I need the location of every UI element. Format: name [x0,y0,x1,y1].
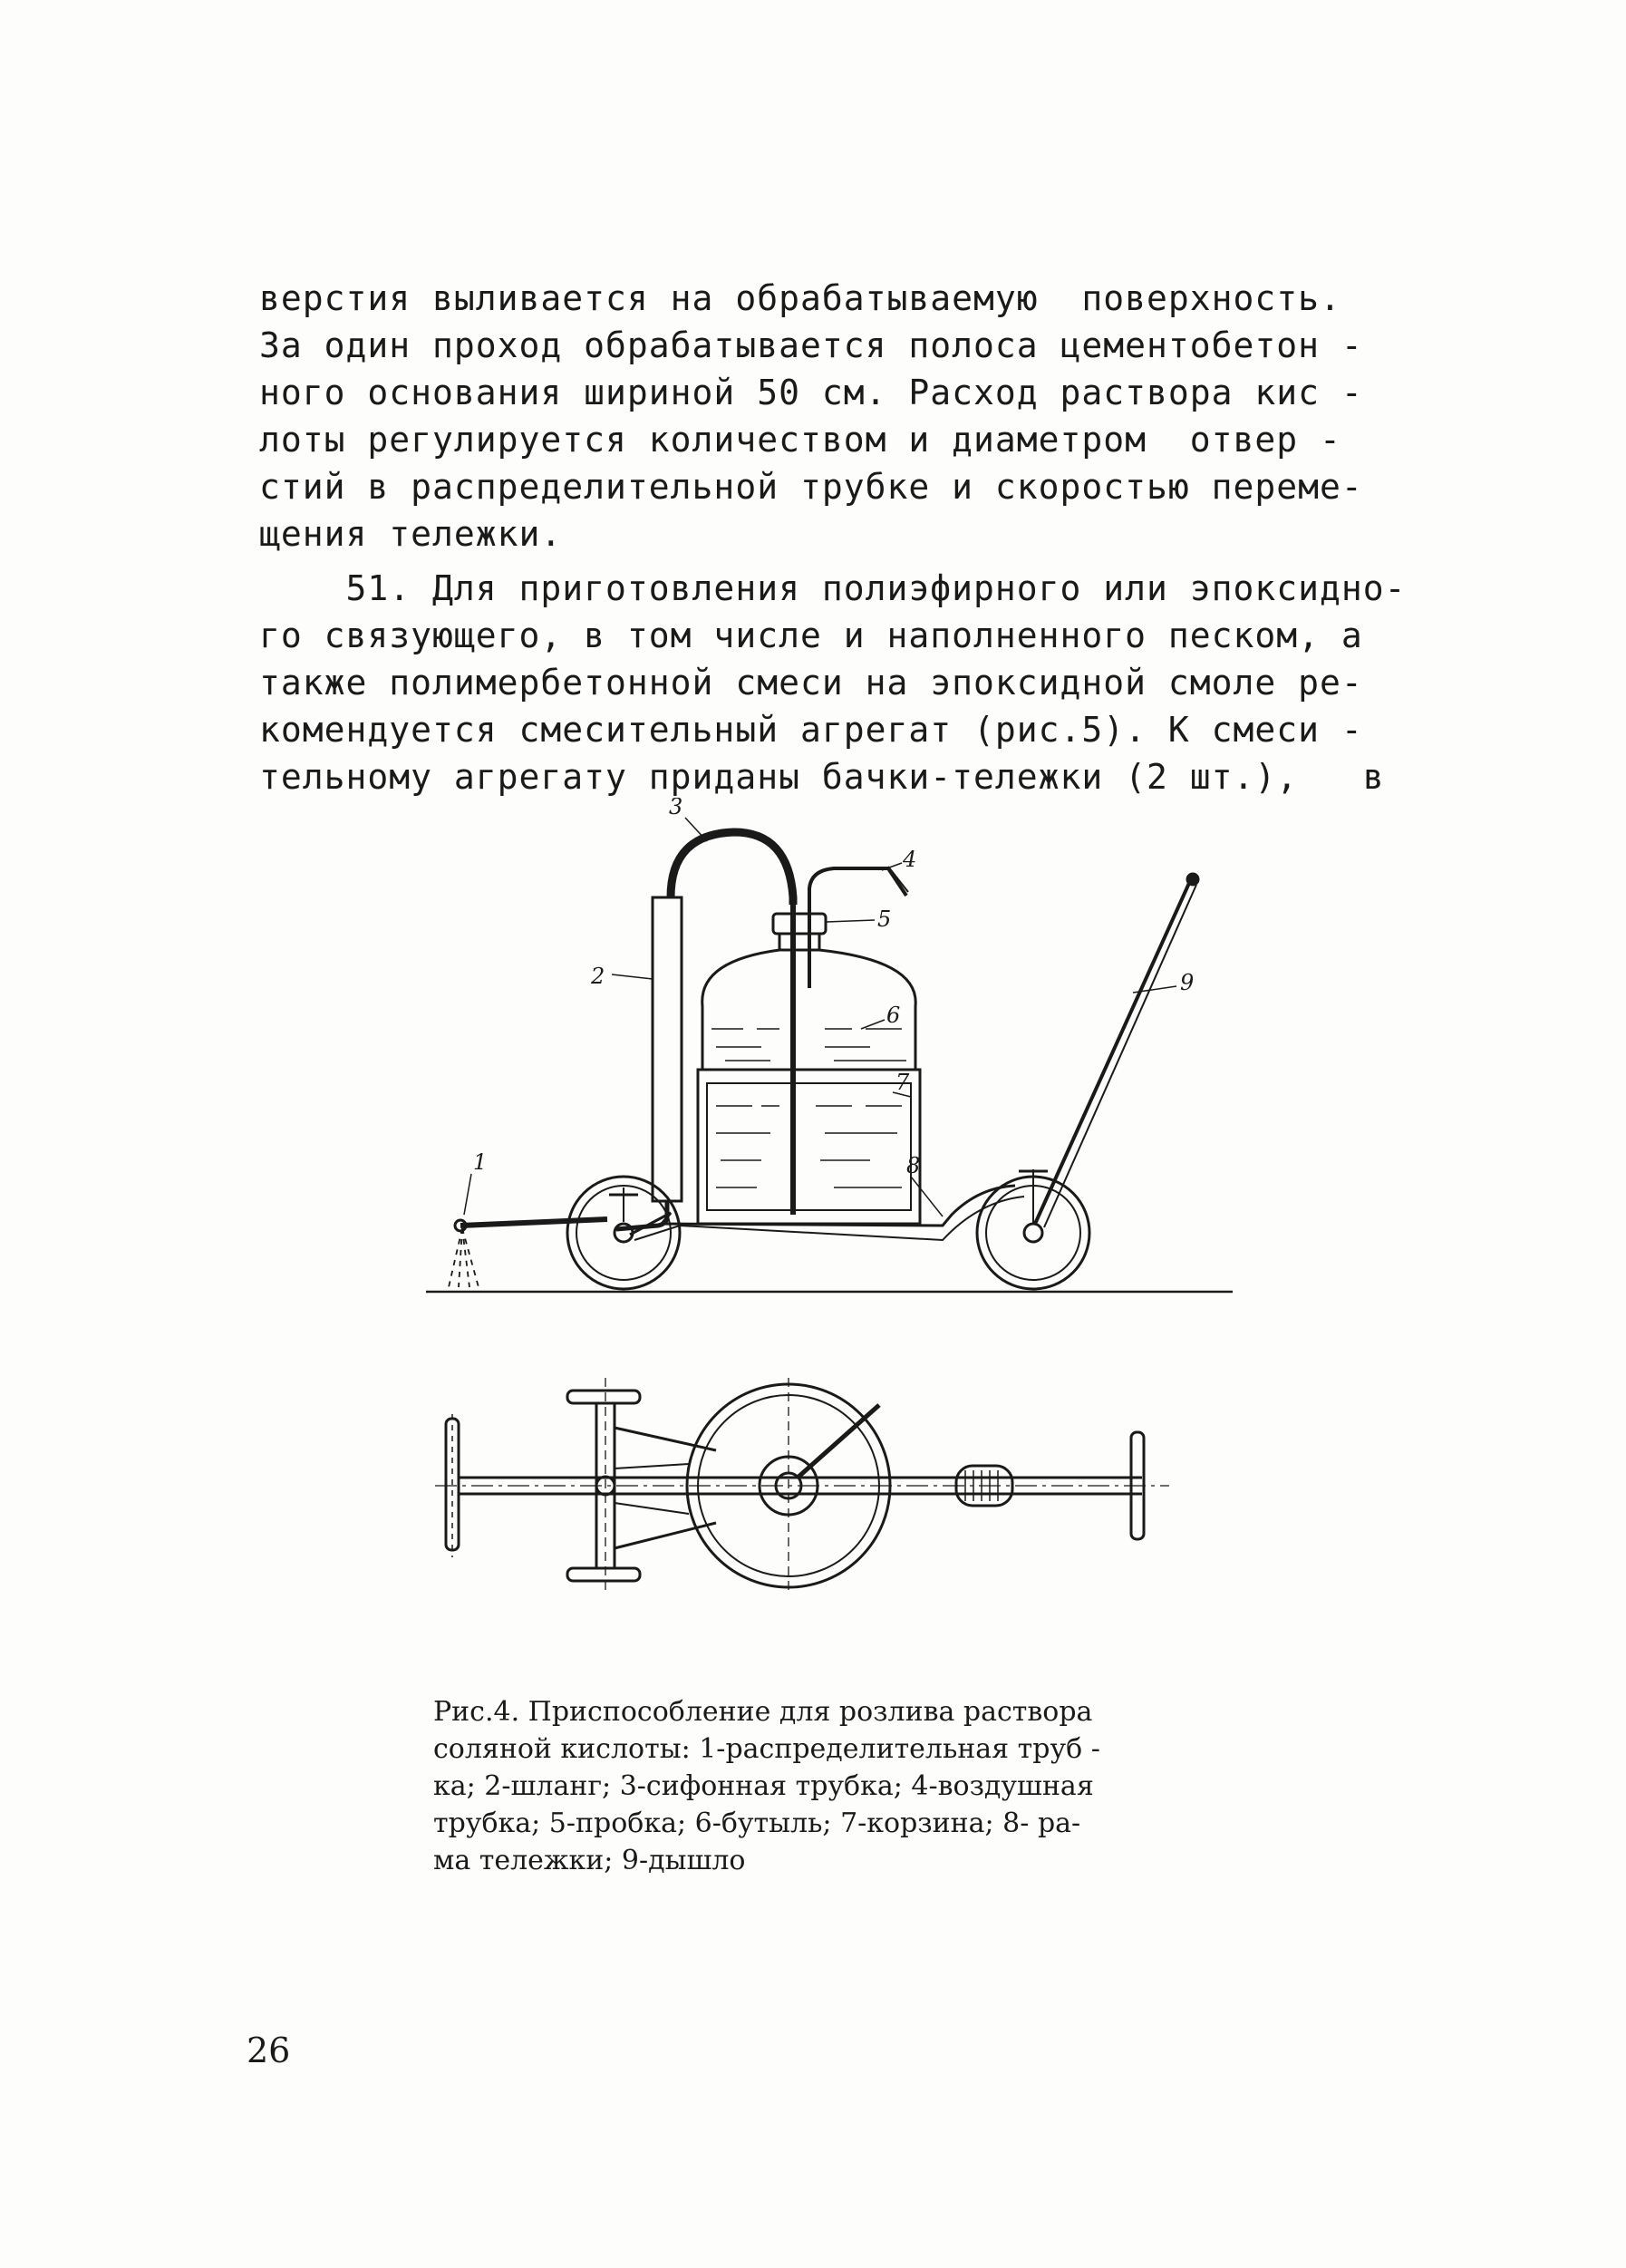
callout-2: 2 [591,964,605,989]
caption-line: соляной кислоты: 1-распределительная труб - [433,1733,1100,1765]
text-line: стий в распределительной трубке и скоростью переме- [259,467,1363,507]
paragraph-2 [259,565,1419,800]
basket [698,1070,920,1224]
callout-6: 6 [886,1003,901,1028]
siphon-tube [671,832,793,905]
plan-rear-wheel-top [567,1391,640,1403]
figure-acid-spreader [399,798,1269,1614]
callout-8: 8 [906,1153,921,1178]
text-line: 51. Для приготовления полиэфирного или эпоксидно- [259,568,1407,608]
drawbar [1035,881,1190,1224]
caption-line: трубка; 5-пробка; 6-бутыль; 7-корзина; 8- ра- [433,1808,1081,1839]
distribution-tube [460,1219,607,1226]
plan-view-drawing [435,1378,1169,1595]
caption-line: Рис.4. Приспособление для розлива раствора [433,1696,1093,1728]
spray-cone [449,1228,479,1287]
page-number: 26 [247,2031,291,2070]
callout-1: 1 [473,1149,488,1175]
air-tube [809,868,906,925]
callout-5: 5 [877,906,892,932]
callout-4: 4 [903,847,917,872]
text-line: ного основания шириной 50 см. Расход раствора кис - [259,373,1363,412]
plan-frame-top [615,1428,716,1450]
drawbar-edge [1044,885,1196,1227]
callout-3: 3 [669,798,683,819]
plan-rear-wheel-bottom [567,1568,640,1581]
text-line: За один проход обрабатывается полоса цементобетон - [259,325,1363,365]
text-line: верстия выливается на обрабатываемую поверхность. [259,278,1341,318]
text-line: го связующего, в том числе и наполненного песком, а [259,615,1363,655]
callout-9: 9 [1180,970,1195,995]
technical-drawing [399,798,1269,1614]
caption-line: ма тележки; 9-дышло [433,1845,746,1876]
bottle-neck [779,934,819,950]
leader-lines [464,818,1176,1216]
basket-lines [716,1106,902,1187]
caption-line: ка; 2-шланг; 3-сифонная трубка; 4-воздушная [433,1770,1094,1802]
plan-frame-inner-top [615,1464,689,1468]
front-wheel-hub [1024,1224,1042,1242]
paragraph-1 [259,275,1419,557]
figure-caption [433,1693,1231,1879]
drawbar-knob [1187,874,1198,885]
hose [653,897,682,1201]
basket-inner [707,1083,911,1210]
text-line: комендуется смесительный агрегат (рис.5). К смеси - [259,710,1363,750]
text-line: также полимербетонной смеси на эпоксидной смоле ре- [259,663,1363,703]
stopper [773,914,826,934]
liquid-lines [711,1029,906,1061]
text-line: лоты регулируется количеством и диаметром отвер - [259,420,1341,460]
plan-frame-inner-bottom [615,1503,689,1514]
side-view-drawing [426,818,1233,1292]
callout-7: 7 [895,1070,910,1095]
text-line: щения тележки. [259,514,563,554]
callout-labels [473,798,1194,1178]
text-line: тельному агрегату приданы бачки-тележки (2 шт.), в [259,757,1385,797]
body-text [259,275,1419,800]
